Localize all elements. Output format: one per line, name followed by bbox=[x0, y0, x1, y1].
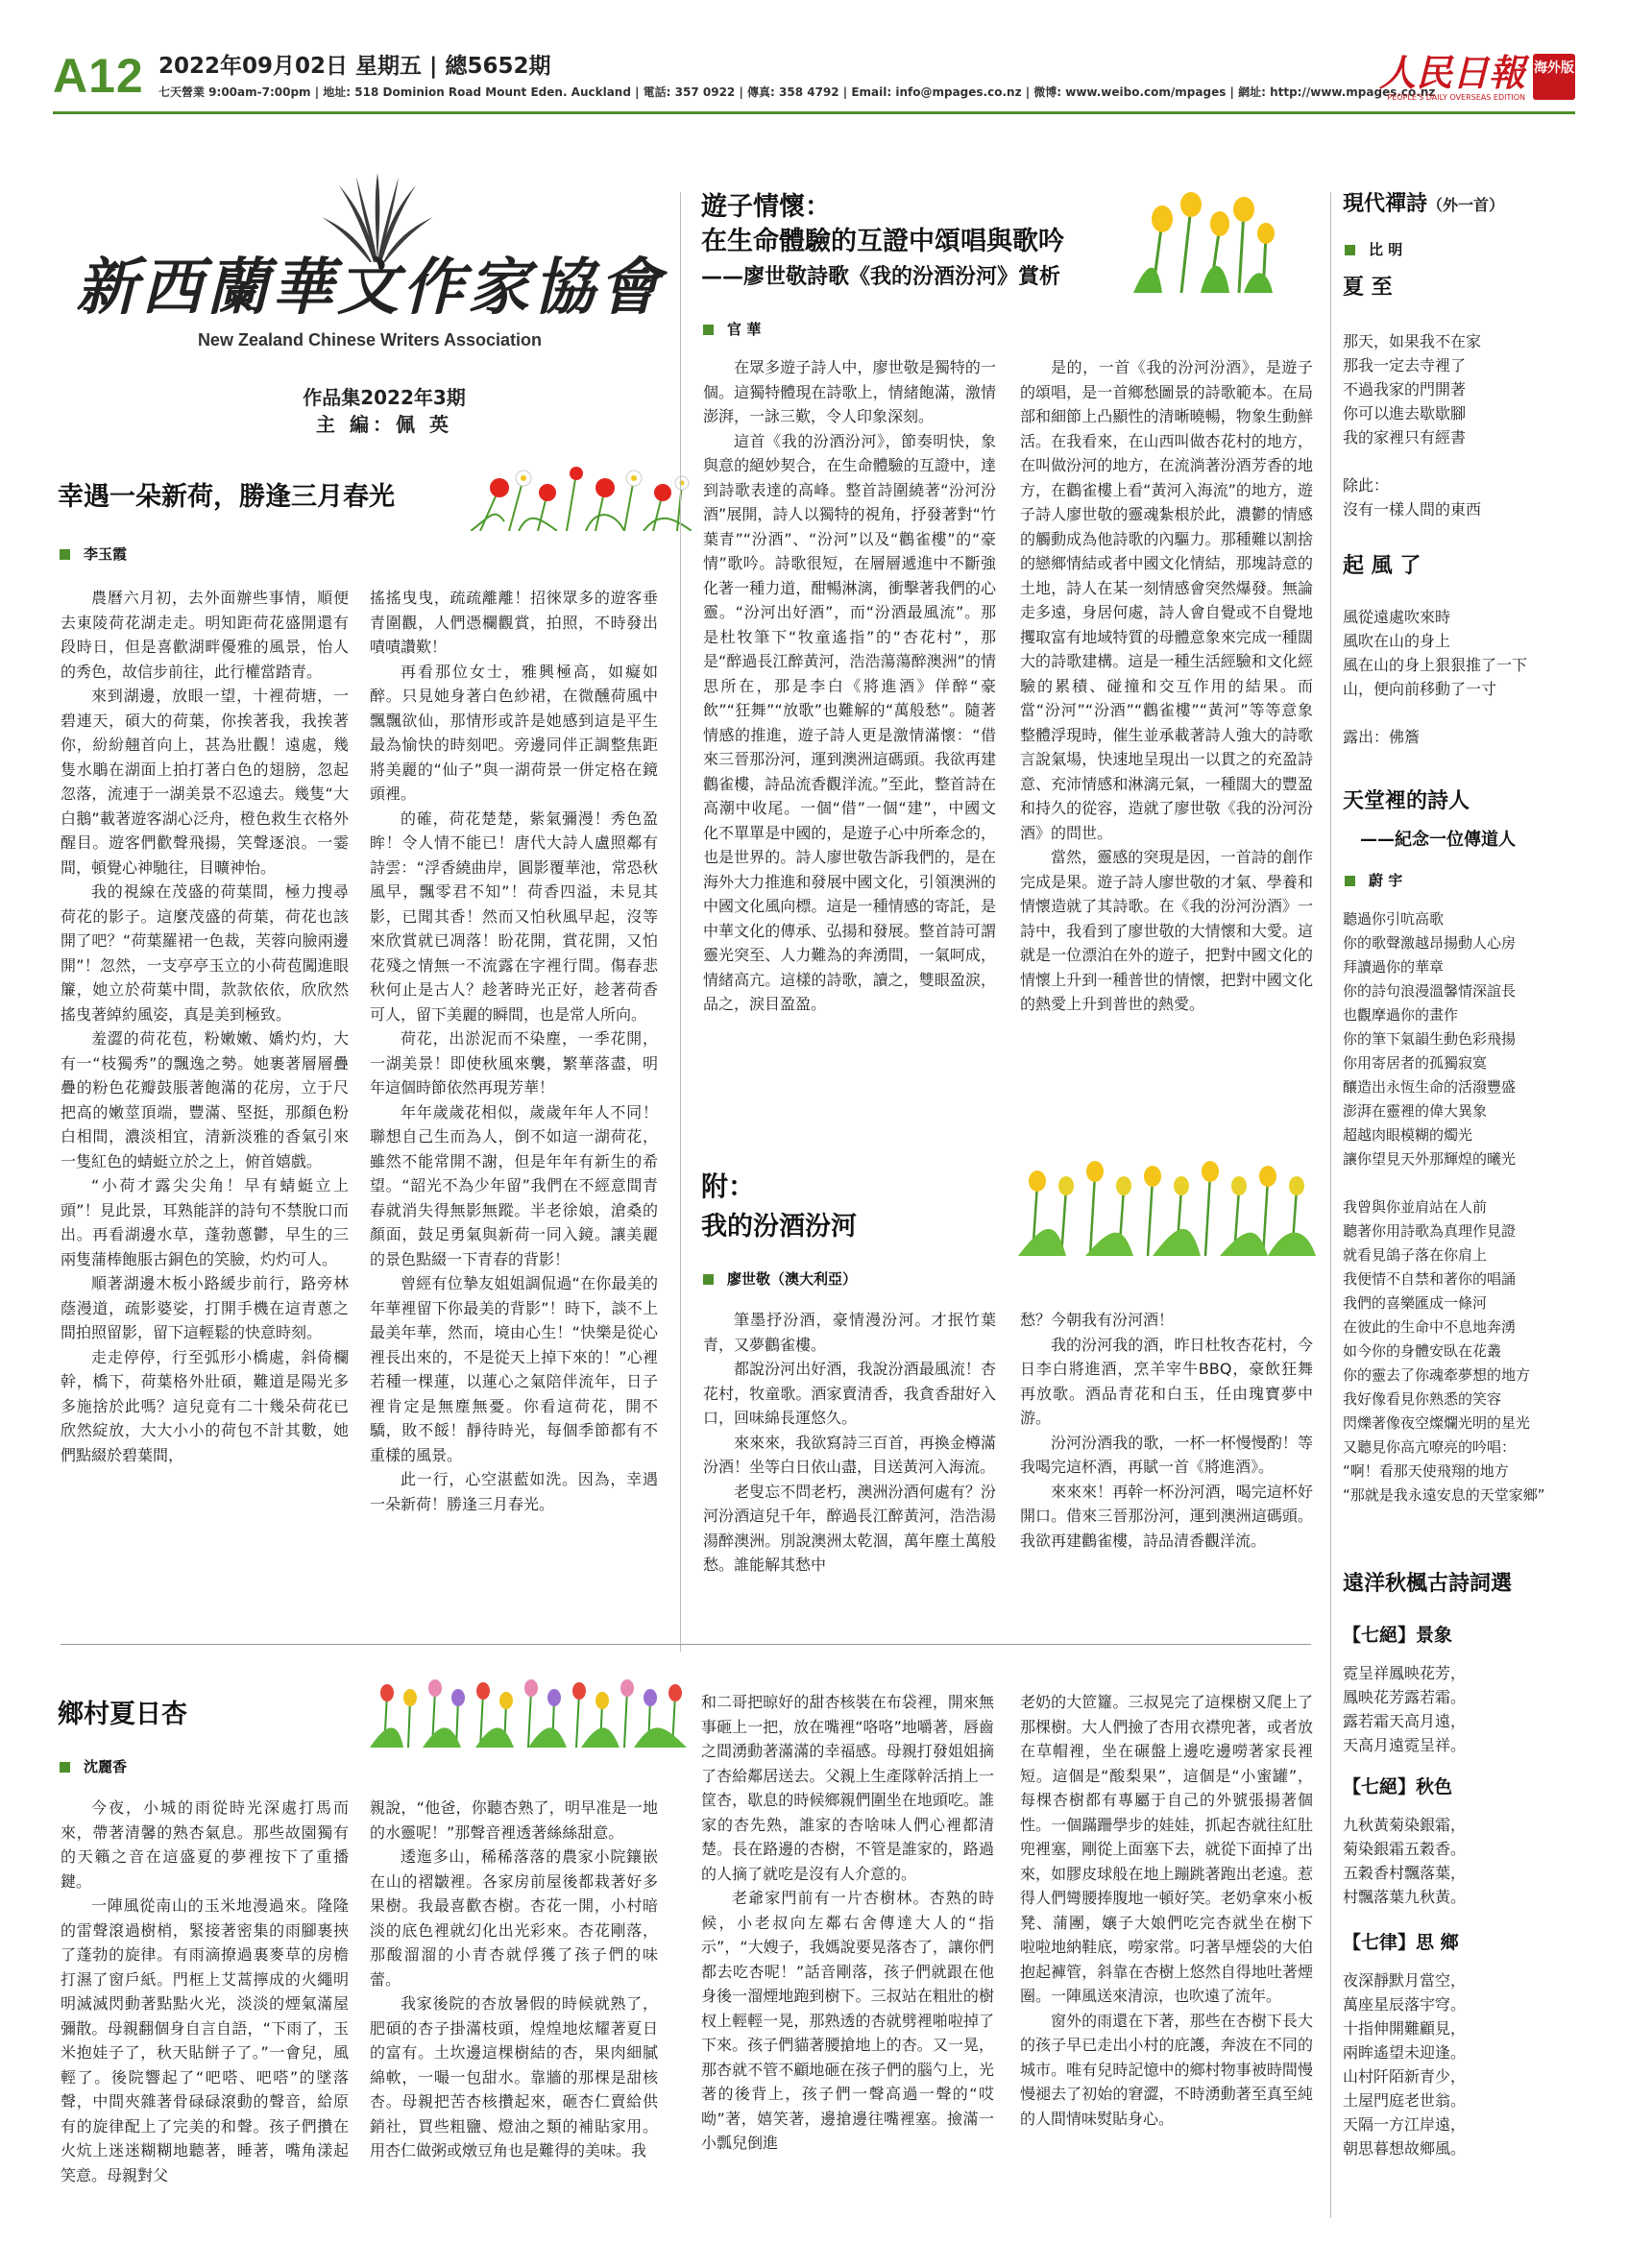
poems1-author-name: 比 明 bbox=[1369, 241, 1403, 258]
section-square-icon bbox=[1345, 245, 1355, 255]
poem-col2 bbox=[1020, 1308, 1313, 1615]
paragraph: 都說汾河出好酒，我說汾酒最風流！杏花村，牧童歌。酒家賣清香，我貪香甜好入口，回味綿長運悠久。 bbox=[703, 1360, 996, 1427]
paragraph: 老奶的大笸籮。三叔晃完了這棵樹又爬上了那棵樹。大人們撿了杏用衣襟兜著，或者放在草帽裡，坐在碾盤上邊吃邊嘮著家長裡短。這個是“酸梨果”，這個是“小蜜罐”，每棵杏樹都有專屬于自己的外號張揚著個性。一個蹣跚學步的娃娃，抓起杏就往紅肚兜裡塞，剛從上面塞下去，就從下面掉了出來，如膠皮球般在地上蹦跳著跑出老遠。惹得人們彎腰捧腹地一頓好笑。老奶拿來小板凳、蒲團，孃子大娘們吃完杏就坐在樹下 啦啦地納鞋底，嘮家常。叼著旱煙袋的大伯抱起褲管，斜靠在杏樹上悠然自得地吐著煙圈。一陣風送來清涼，也吹遠了流年。 bbox=[1020, 1693, 1313, 2005]
article3-col2 bbox=[370, 1796, 658, 2218]
section-divider bbox=[61, 1644, 1311, 1645]
poem-qifeng-body: 風從遠處吹來時 風吹在山的身上 風在山的身上狠狠推了一下 山，便向前移動了一寸 露出：佛簷 bbox=[1343, 608, 1528, 746]
column-divider-right bbox=[1330, 192, 1331, 2218]
column-divider bbox=[680, 192, 681, 1652]
paragraph: 今夜，小城的雨從時光深處打馬而來，帶著清馨的熟杏氣息。那些故園獨有的天籟之音在這盛夏的夢裡按下了重播鍵。 bbox=[61, 1798, 349, 1891]
paragraph: 汾河汾酒我的歌，一杯一杯慢慢酌！等我喝完這杯酒，再賦一首《將進酒》。 bbox=[1020, 1433, 1313, 1476]
article2-col1 bbox=[703, 355, 996, 1186]
paragraph: 順著湖邊木板小路緩步前行，路旁林蔭漫道，疏影婆娑，打開手機在這青蔥之間拍照留影，留下這輕鬆的快意時刻。 bbox=[61, 1274, 349, 1341]
paragraph: 的確，荷花楚楚，紫氣彌漫！秀色盈眸！令人情不能已！唐代大詩人盧照鄰有詩雲：“浮香繞曲岸，圓影覆華池，常恐秋風早，飄零君不知”！荷香四溢，未見其影，已聞其香！然而又怕秋風早起，沒等來欣賞就已凋落！盼花開，賞花開，又怕花殘之情無一不流露在字裡行間。傷春悲秋何止是古人？趁著時光正好，趁著荷香可人，留下美麗的瞬間，也是常人所向。 bbox=[370, 808, 658, 1024]
tulip-row-icon bbox=[1018, 1131, 1316, 1256]
tulip-row-icon bbox=[370, 1666, 687, 1748]
masthead-subtitle: PEOPLE'S DAILY OVERSEAS EDITION bbox=[1387, 93, 1525, 102]
article2-author-name: 官 華 bbox=[727, 321, 762, 338]
poppy-flowers-icon bbox=[471, 449, 692, 531]
issue-date-line: 2022年09月02日 星期五 | 總5652期 bbox=[158, 54, 551, 79]
masthead bbox=[1373, 50, 1575, 108]
section-square-icon bbox=[703, 325, 714, 335]
article2-title-line2: 在生命體驗的互證中頌唱與歌吟 bbox=[701, 227, 1064, 256]
appendix-label: 附： bbox=[701, 1170, 756, 1202]
association-banner bbox=[72, 171, 687, 363]
header-divider bbox=[53, 111, 1575, 114]
association-name-en: New Zealand Chinese Writers Association bbox=[197, 330, 543, 350]
paragraph: 窗外的雨還在下著，那些在杏樹下長大的孩子早已走出小村的庇護，奔波在不同的城市。唯有兒時記憶中的鄉村物事被時間慢慢褪去了初始的窘澀，不時湧動著至真至純的人間情味熨貼身心。 bbox=[1020, 2011, 1313, 2128]
collection-issue: 作品集2022年3期 bbox=[303, 386, 466, 409]
poems1-author bbox=[1345, 240, 1402, 259]
paragraph: 來來來，我欲寫詩三百首，再換金樽滿汾酒！坐等白日依山盡，目送黃河入海流。 bbox=[703, 1433, 996, 1476]
article1-author-name: 李玉霞 bbox=[84, 545, 128, 563]
article2-subtitle: ——廖世敬詩歌《我的汾酒汾河》賞析 bbox=[701, 265, 1061, 289]
poem-tiantang-body: 聽過你引吭高歌 你的歌聲激越昂揚動人心房 拜讀過你的華章 你的詩句浪漫溫馨情深誼長 也觀摩過你的畫作 你的筆下氣韻生動色彩飛揚 你用寄居者的孤獨寂寞 釀造出永恆生命的活潑豐盛 澎湃在靈裡的偉大異象 超越肉眼模糊的燭光 讓你望見天外那輝煌的曦光 我曾與你並肩站在人前 聽著你用詩歌為真理作見證 就看見鴿子落在你肩上 我便情不自禁和著你的唱誦 我們的喜樂匯成一條河 在彼此的生命中不息地奔湧 如今你的身體安臥在花叢 你的靈去了你魂牽夢想的地方 我好像看見你熟悉的笑容 閃爍著像夜空燦爛光明的星光 又聽見你高亢嘹亮的吟唱： “啊！看那天使飛翔的地方 “那就是我永遠安息的天堂家鄉” bbox=[1343, 910, 1545, 1504]
article3-col3 bbox=[701, 1690, 994, 2218]
article3-author-name: 沈麗香 bbox=[84, 1758, 128, 1775]
poems1-heading bbox=[1343, 190, 1504, 220]
paragraph: 和二哥把晾好的甜杏核裝在布袋裡，開來無事砸上一把，放在嘴裡“咯咯”地嚼著，唇齒之間湧動著滿滿的幸福感。母親打發姐姐摘了杏給鄰居送去。父親上生產隊幹活捎上一筐杏，歇息的時候鄉親們圍坐在地頭吃。誰家的杏先熟，誰家的杏啥味人們心裡都清楚。長在路邊的杏樹，不管是誰家的，路過的人摘了就吃是沒有人介意的。 bbox=[701, 1693, 994, 1883]
paragraph: 老爺家門前有一片杏樹林。杏熟的時候，小老叔向左鄰右舍傳達大人的“指示”，“大嫂子，我媽說要晃落杏了，讓你們都去吃杏呢！”話音剛落，孩子們就跟在他身後一溜煙地跑到樹下。三叔站在粗壯的樹杈上輕輕一晃，那熟透的杏就劈裡啪啦掉了下來。孩子們貓著腰搶地上的杏。又一晃，那杏就不管不顧地砸在孩子們的腦勺上，光著的後背上，孩子們一聲高過一聲的“哎呦”著，嬉笑著，邊搶邊往嘴裡塞。撿滿一小瓢兒倒進 bbox=[701, 1889, 994, 2152]
paragraph: 老叟忘不問老朽，澳洲汾酒何處有？汾河汾酒這兒千年，醉過長江醉黃河，浩浩湯湯醉澳洲。別說澳洲太乾涸，萬年塵土萬般愁。誰能解其愁中 bbox=[703, 1482, 996, 1574]
poem-tiantang-subtitle: ——紀念一位傳道人 bbox=[1360, 830, 1516, 850]
article3-title: 鄉村夏日杏 bbox=[58, 1700, 187, 1729]
contact-info-line: 七天營業 9:00am-7:00pm | 地址: 518 Dominion Road Mount Eden. Auckland | 電話: 357 0922 | 傳真: 358 4792 | Email: info@mpages.co.nz | 微博: www.weibo.com/mpages | 網址: http://www.mpages.co.nz bbox=[158, 85, 1436, 99]
paragraph: 此一行，心空湛藍如洗。因為，幸遇一朵新荷！勝逢三月春光。 bbox=[370, 1470, 658, 1513]
section-square-icon bbox=[60, 1762, 70, 1773]
article3-col4 bbox=[1020, 1690, 1313, 2218]
article2-author bbox=[703, 320, 761, 339]
poem-author bbox=[703, 1269, 857, 1289]
paragraph: 走走停停，行至弧形小橋處，斜倚欄幹，橋下，荷葉格外壯碩，難道是陽光多多施捨於此嗎？這兒竟有二十幾朵荷花已欣然綻放，大大小小的荷包不計其數，她們點綴於碧葉間， bbox=[61, 1347, 349, 1464]
poem-tiantang-author-name: 蔚 宇 bbox=[1369, 872, 1403, 889]
paragraph: 曾經有位摯友姐姐調侃過“在你最美的年華裡留下你最美的背影”！時下，談不上最美年華，然而，境由心生！“快樂是從心裡長出來的，不是從天上掉下來的！”心裡若種一棵蓮，以蓮心之氣陪伴流年，日子裡肯定是無塵無憂。你看這荷花，開不驕，敗不餒！靜待時光，每個季節都有不重樣的風景。 bbox=[370, 1274, 658, 1464]
paragraph: 我家後院的杏放暑假的時候就熟了，肥碩的杏子掛滿枝頭，煌煌地炫耀著夏日的富有。土坎邊這棵樹結的杏，果肉細膩綿軟，一嘬一包甜水。靠牆的那棵是甜核杏。母親把苦杏核攢起來，砸杏仁賣給供銷社，買些粗鹽、燈油之類的補貼家用。用杏仁做粥或燉豆角也是難得的美味。我 bbox=[370, 1994, 658, 2159]
paragraph: 是的，一首《我的汾河汾酒》，是遊子的頌唱，是一首鄉愁圖景的詩歌範本。在局部和細節上凸顯性的清晰曉暢，物象生動鮮活。在我看來，在山西叫做杏花村的地方，在叫做汾河的地方，在流淌著汾酒芳香的地方，在鸛雀樓上看“黃河入海流”的地方，遊子詩人廖世敬的靈魂紮根於此，濃鬱的情感的觸動成為他詩歌的內驅力。那種難以割捨的戀鄉情結或者中國文化情結，那塊詩意的土地，詩人在某一刻情感會突然爆發。無論走多遠，身居何處，詩人會自覺或不自覺地攫取富有地域特質的母體意象來完成一種闊大的詩歌建構。這是一種生活經驗和文化經驗的累積、碰撞和交互作用的結果。而當“汾河”“汾酒”“鸛雀樓”“黃河”等等意象整體浮現時，催生並承載著詩人強大的詩歌言說氣場，快速地呈現出一以貫之的充盈詩意、充沛情感和淋漓元氣，一種闊大的豐盈和持久的從容，造就了廖世敬《我的汾河汾酒》的問世。 bbox=[1020, 358, 1313, 842]
poem-qiuse-label: 【七絕】秋色 bbox=[1343, 1776, 1453, 1798]
masthead-badge: 海外版 bbox=[1533, 54, 1575, 100]
article2-col2 bbox=[1020, 355, 1313, 1186]
poem-title: 我的汾酒汾河 bbox=[701, 1212, 857, 1242]
poem-qifeng-title: 起 風 了 bbox=[1343, 554, 1421, 578]
paragraph: 筆墨抒汾酒，豪情漫汾河。才抿竹葉青，又夢鸛雀樓。 bbox=[703, 1311, 996, 1354]
paragraph: 羞澀的荷花苞，粉嫩嫩、嬌灼灼，大有一“枝獨秀”的飄逸之勢。她裹著層層疊疊的粉色花瓣鼓脹著飽滿的花房，立于尺把高的嫩莖頂端，豐滿、堅挺，那顏色粉白相間，濃淡相宜，清新淡雅的香氣引來一隻紅色的蜻蜓立於之上，俯首嬉戲。 bbox=[61, 1029, 349, 1170]
poem-col1 bbox=[703, 1308, 996, 1615]
paragraph: 我的汾河我的酒，昨日杜牧杏花村，今日李白將進酒，烹羊宰牛BBQ，豪飲狂舞再放歌。酒品青花和白玉，任由瑰寶夢中游。 bbox=[1020, 1335, 1313, 1427]
article1-col1 bbox=[61, 586, 349, 1613]
paragraph: 這首《我的汾酒汾河》，節奏明快，象與意的絕妙契合，在生命體驗的互證中，達到詩歌表達的高峰。整首詩圍繞著“汾河汾酒”展開，詩人以獨特的視角，抒發著對“竹葉青”“汾酒”、“汾河”以及“鸛雀樓”的“豪情”歌吟。詩歌很短，在層層遞進中不斷強化著一種力道，酣暢淋漓，衝擊著我們的心靈。“汾河出好酒”，而“汾酒最風流”。那是杜牧筆下“牧童遙指”的“杏花村”，那是“醉過長江醉黃河，浩浩蕩蕩醉澳洲”的情思所在，那是李白《將進酒》佯醉“豪飲”“狂舞”“放歌”也難解的“萬般愁”。隨著情感的推進，遊子詩人更是激情滿懷：“借來三晉那汾河，運到澳洲這碼頭。我欲再建鸛雀樓，詩品流香觀洋流。”至此，整首詩在高潮中收尾。一個“借”一個“建”，中國文化不單單是中國的，是遊子心中所牽念的，也是世界的。詩人廖世敬告訴我們的，是在海外大力推進和發展中國文化，引領澳洲的中國文化風向標。這是一種情感的寄託，是中華文化的傳承、弘揚和發展。整首詩可謂靈光突至、人力難為的奔湧間，一氣呵成，情緒高亢。這樣的詩歌，讀之，雙眼盈淚，品之，淚目盈盈。 bbox=[703, 431, 996, 1013]
paragraph: “小荷才露尖尖角！早有蜻蜓立上頭”！見此景，耳熟能詳的詩句不禁脫口而出。再看湖邊水草，蓬勃蔥鬱，早生的三兩隻蒲棒飽脹古銅色的笑臉，灼灼可人。 bbox=[61, 1176, 349, 1268]
poem-tiantang-author bbox=[1345, 871, 1402, 890]
tulip-flowers-icon bbox=[1124, 192, 1277, 293]
paragraph: 當然，靈感的突現是因，一首詩的創作完成是果。遊子詩人廖世敬的才氣、學養和情懷造就了其詩歌。在《我的汾河汾酒》一詩中，我看到了廖世敬的大情懷和大愛。這就是一位漂泊在外的遊子，把對中國文化的情懷上升到一種普世的情懷，把對中國文化的熱愛上升到普世的熱愛。 bbox=[1020, 848, 1313, 1013]
poems4-title: 遠洋秋楓古詩詞選 bbox=[1343, 1572, 1513, 1596]
paragraph: 農曆六月初，去外面辦些事情，順便去東陵荷花湖走走。明知距荷花盛開還有段時日，但是喜歡湖畔優雅的風景，怡人的秀色，故信步前往，此行權當踏青。 bbox=[61, 589, 349, 681]
paragraph: 年年歲歲花相似，歲歲年年人不同！聯想自己生而為人，倒不如這一湖荷花，雖然不能常開不謝，但是年年有新生的希望。“韶光不為少年留”我們在不經意間青春就消失得無影無蹤。半老徐娘，滄桑的顏面，鼓足勇氣與新荷一同入鏡。讓美麗的景色點綴一下青春的背影！ bbox=[370, 1102, 658, 1268]
paragraph: 搖搖曳曳，疏疏離離！招徠眾多的遊客垂青圍觀，人們憑欄觀賞，拍照，不時發出嘖嘖讚歎！ bbox=[370, 589, 658, 656]
article3-author bbox=[60, 1757, 127, 1776]
paragraph: 來到湖邊，放眼一望，十裡荷塘，一碧連天，碩大的荷葉，你挨著我，我挨著你，紛紛翹首向上，甚為壯觀！遠處，幾隻水鵰在湖面上拍打著白色的翅膀，忽起忽落，流連于一湖美景不忍遠去。幾隻“大白鵝”載著遊客湖心泛舟，橙色救生衣格外醒目。遊客們歡聲飛揚，笑聲逐浪。一霎間，頓覺心神馳往，目曠神怡。 bbox=[61, 687, 349, 877]
section-square-icon bbox=[60, 549, 70, 560]
poem-tiantang-title: 天堂裡的詩人 bbox=[1343, 789, 1470, 813]
poem-sixiang-body: 夜深靜默月當空， 萬座星辰落宇穹。 十指伸開難顧見， 兩眸遙望未迎逢。 山村阡陌新青少， 土屋門庭老世翁。 天隔一方江岸遠， 朝思暮想故鄉風。 bbox=[1343, 1971, 1467, 2158]
paragraph: 再看那位女士，雅興極高，如癡如醉。只見她身著白色紗裙，在微醺荷風中飄飄欲仙，那情形或許是她感到這是平生最為愉快的時刻吧。旁邊同伴正調整焦距將美麗的“仙子”與一湖荷景一併定格在鏡頭裡。 bbox=[370, 662, 658, 803]
poem-xiazhi-title: 夏 至 bbox=[1343, 276, 1393, 300]
section-square-icon bbox=[703, 1274, 714, 1285]
article1-col2 bbox=[370, 586, 658, 1613]
poem-jingxiang-body: 霓呈祥鳳映花芳， 鳳映花芳露若霜。 露若霜天高月遠， 天高月遠霓呈祥。 bbox=[1343, 1664, 1467, 1754]
poem-author-name: 廖世敬（澳大利亞） bbox=[727, 1270, 858, 1288]
poem-sixiang-label: 【七律】思 鄉 bbox=[1343, 1932, 1459, 1953]
paragraph: 在眾多遊子詩人中，廖世敬是獨特的一個。這獨特體現在詩歌上，情緒飽滿，激情澎湃，一詠三歎，令人印象深刻。 bbox=[703, 358, 996, 425]
association-name-cn: 新西蘭華文作家協會 bbox=[76, 252, 664, 324]
paragraph: 荷花，出淤泥而不染塵，一季花開，一湖美景！即使秋風來襲，繁華落盡，明年這個時節依然再現芳華！ bbox=[370, 1029, 658, 1097]
article1-author bbox=[60, 544, 127, 564]
collection-editor: 主 編：佩 英 bbox=[316, 413, 452, 436]
masthead-logo: 人民日報 bbox=[1378, 51, 1525, 94]
paragraph: 愁？今朝我有汾河酒！ bbox=[1020, 1311, 1175, 1329]
page-number: A12 bbox=[53, 49, 144, 103]
section-square-icon bbox=[1345, 876, 1355, 886]
paragraph: 親說，“他爸，你聽杏熟了，明早准是一地的水靈呢！”那聲音裡透著絲絲甜意。 bbox=[370, 1798, 658, 1842]
paragraph: 我的視線在茂盛的荷葉間，極力搜尋荷花的影子。這麼茂盛的荷葉，荷花也該開了吧？“荷葉羅裙一色裁，芙蓉向臉兩邊開”！忽然，一支亭亭玉立的小荷苞闖進眼簾，她立於荷葉中間，款款依依，欣欣然搖曳著綽約風姿，真是美到極致。 bbox=[61, 882, 349, 1024]
poems1-title-small: （外一首） bbox=[1427, 196, 1505, 214]
poem-xiazhi-body: 那天，如果我不在家 那我一定去寺裡了 不過我家的門開著 你可以進去歇歇腳 我的家裡只有經書 除此： 沒有一樣人間的東西 bbox=[1343, 332, 1482, 519]
paragraph: 逶迤多山，稀稀落落的農家小院鑲嵌在山的褶皺裡。各家房前屋後都栽著好多果樹。我最喜歡杏樹。杏花一開，小村暗淡的底色裡就幻化出光彩來。杏花剛落，那酸溜溜的小青杏就俘獲了孩子們的味蕾。 bbox=[370, 1847, 658, 1989]
article3-col1 bbox=[61, 1796, 349, 2218]
page-header bbox=[53, 50, 1575, 108]
poems1-title: 現代禪詩 bbox=[1343, 192, 1428, 216]
article1-title: 幸遇一朵新荷，勝逢三月春光 bbox=[58, 482, 395, 512]
poem-qiuse-body: 九秋黃菊染銀霜， 菊染銀霜五穀香。 五穀香村飄落葉， 村飄落葉九秋黃。 bbox=[1343, 1816, 1467, 1906]
article2-title-line1: 遊子情懷： bbox=[701, 192, 831, 222]
paragraph: 一陣風從南山的玉米地漫過來。隆隆的雷聲滾過樹梢，緊接著密集的雨腳裹挾了蓬勃的旋律。有雨滴撩過裏麥草的房檐打濕了窗戶紙。門框上艾蒿擰成的火繩明明滅滅閃動著點點火光，淡淡的煙氣滿屋彌散。母親翻個身自言自語，“下雨了，玉米抱娃子了，秋天貼餅子了。”一會兒，風輕了。後院響起了“吧嗒、吧嗒”的墜落聲，中間夾雜著骨碌碌滾動的聲音，給原有的旋律配上了完美的和聲。孩子們攢在火炕上迷迷糊糊地聽著，睡著，嘴角漾起笑意。母親對父 bbox=[61, 1896, 349, 2184]
poem-jingxiang-label: 【七絕】景象 bbox=[1343, 1625, 1453, 1646]
paragraph: 來來來！再幹一杯汾河酒，喝完這杯好開口。借來三晉那汾河，運到澳洲這碼頭。我欲再建鸛雀樓，詩品清香觀洋流。 bbox=[1020, 1482, 1313, 1550]
